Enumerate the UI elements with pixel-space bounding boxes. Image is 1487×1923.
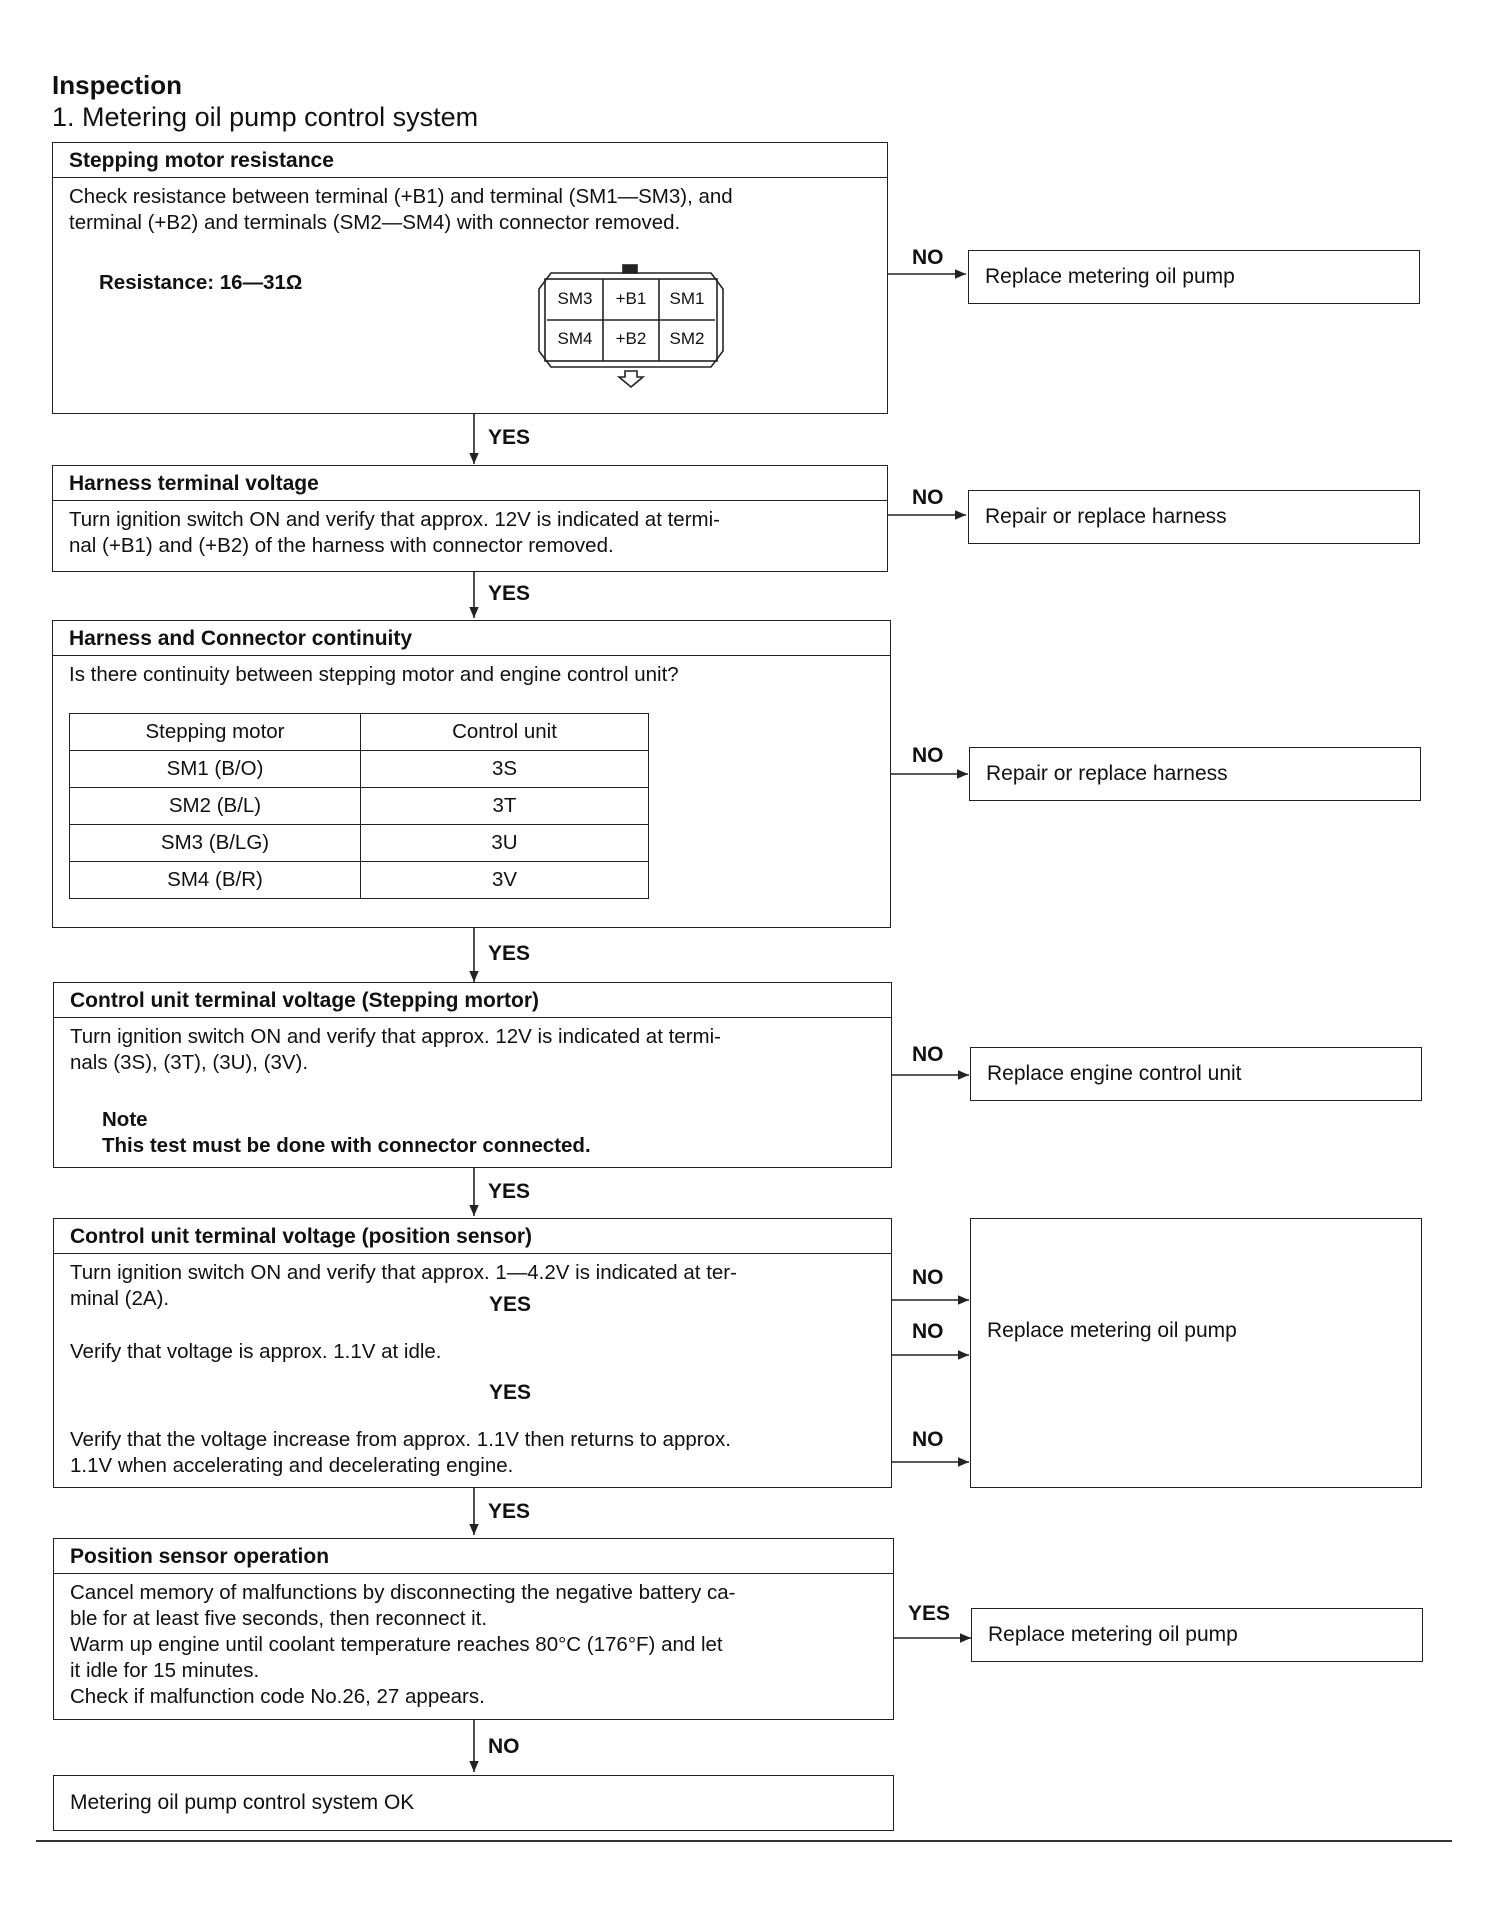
pin-sm4: SM4 <box>557 329 593 348</box>
step-title: Control unit terminal voltage (Stepping mortor) <box>54 983 891 1018</box>
step-text: ble for at least five seconds, then reconnect it. <box>70 1607 488 1630</box>
yes-label: YES <box>488 1180 531 1203</box>
subheading: 1. Metering oil pump control system <box>52 102 479 132</box>
step-control-unit-voltage-position-sensor <box>53 1218 892 1488</box>
bottom-divider <box>36 1840 1452 1842</box>
no-label: NO <box>912 246 944 269</box>
step-text: Is there continuity between stepping motor and engine control unit? <box>69 663 679 686</box>
pin-b2: +B2 <box>615 329 647 348</box>
no-label: NO <box>912 1043 944 1066</box>
heading: Inspection <box>52 70 183 100</box>
connector-diagram <box>531 261 731 391</box>
step-text: Warm up engine until coolant temperature reaches 80°C (176°F) and let <box>70 1633 723 1656</box>
step-text: Check if malfunction code No.26, 27 appears. <box>70 1685 485 1708</box>
table-cell: SM3 (B/LG) <box>70 825 361 862</box>
step-text: Verify that voltage is approx. 1.1V at idle. <box>70 1340 442 1363</box>
step-text: Check resistance between terminal (+B1) and terminal (SM1—SM3), and <box>69 185 733 208</box>
final-system-ok: Metering oil pump control system OK <box>53 1775 894 1831</box>
table-cell: 3V <box>361 862 649 899</box>
step-text: terminal (+B2) and terminals (SM2—SM4) with connector removed. <box>69 211 681 234</box>
note-text: This test must be done with connector connected. <box>102 1134 591 1157</box>
result-replace-metering-oil-pump: Replace metering oil pump <box>970 1218 1422 1488</box>
step-text: Verify that the voltage increase from approx. 1.1V then returns to approx. <box>70 1428 731 1451</box>
table-cell: 3T <box>361 788 649 825</box>
no-label: NO <box>912 1320 944 1343</box>
step-title: Control unit terminal voltage (position sensor) <box>54 1219 891 1254</box>
table-row <box>70 862 649 899</box>
table-cell: 3U <box>361 825 649 862</box>
note-title: Note <box>102 1108 148 1131</box>
step-text: 1.1V when accelerating and decelerating engine. <box>70 1454 514 1477</box>
yes-label: YES <box>489 1381 532 1404</box>
yes-label: YES <box>488 582 531 605</box>
pin-b1: +B1 <box>615 289 647 308</box>
step-text: Turn ignition switch ON and verify that approx. 12V is indicated at termi- <box>70 1025 721 1048</box>
pin-sm3: SM3 <box>557 289 593 308</box>
table-cell: SM4 (B/R) <box>70 862 361 899</box>
no-label: NO <box>912 1266 944 1289</box>
yes-label: YES <box>489 1293 532 1316</box>
no-label: NO <box>488 1735 520 1758</box>
table-row <box>70 825 649 862</box>
step-harness-terminal-voltage <box>52 465 888 572</box>
step-text: minal (2A). <box>70 1287 170 1310</box>
step-text: Turn ignition switch ON and verify that approx. 1—4.2V is indicated at ter- <box>70 1261 737 1284</box>
table-cell: SM1 (B/O) <box>70 751 361 788</box>
continuity-table <box>69 713 649 899</box>
step-title: Harness terminal voltage <box>53 466 887 501</box>
result-repair-replace-harness: Repair or replace harness <box>969 747 1421 801</box>
table-row <box>70 788 649 825</box>
result-replace-metering-oil-pump: Replace metering oil pump <box>971 1608 1423 1662</box>
step-title: Harness and Connector continuity <box>53 621 890 656</box>
pin-sm2: SM2 <box>669 329 705 348</box>
no-label: NO <box>912 744 944 767</box>
table-header: Stepping motor <box>70 714 361 751</box>
no-label: NO <box>912 1428 944 1451</box>
table-row <box>70 751 649 788</box>
step-text: Turn ignition switch ON and verify that approx. 12V is indicated at termi- <box>69 508 720 531</box>
step-title: Stepping motor resistance <box>53 143 887 178</box>
step-title: Position sensor operation <box>54 1539 893 1574</box>
yes-label: YES <box>488 942 531 965</box>
pin-sm1: SM1 <box>669 289 705 308</box>
yes-label: YES <box>908 1602 951 1625</box>
result-replace-engine-control-unit: Replace engine control unit <box>970 1047 1422 1101</box>
step-harness-connector-continuity <box>52 620 891 928</box>
step-text: it idle for 15 minutes. <box>70 1659 260 1682</box>
table-cell: 3S <box>361 751 649 788</box>
result-replace-metering-oil-pump: Replace metering oil pump <box>968 250 1420 304</box>
table-header-row <box>70 714 649 751</box>
step-control-unit-voltage-stepping-motor <box>53 982 892 1168</box>
connector-outline <box>531 261 731 391</box>
resistance-spec: Resistance: 16—31Ω <box>99 271 303 294</box>
step-text: nals (3S), (3T), (3U), (3V). <box>70 1051 309 1074</box>
result-repair-replace-harness: Repair or replace harness <box>968 490 1420 544</box>
yes-label: YES <box>488 1500 531 1523</box>
step-position-sensor-operation <box>53 1538 894 1720</box>
step-text: nal (+B1) and (+B2) of the harness with connector removed. <box>69 534 614 557</box>
no-label: NO <box>912 486 944 509</box>
table-header: Control unit <box>361 714 649 751</box>
step-stepping-motor-resistance <box>52 142 888 414</box>
table-cell: SM2 (B/L) <box>70 788 361 825</box>
step-text: Cancel memory of malfunctions by disconnecting the negative battery ca- <box>70 1581 736 1604</box>
yes-label: YES <box>488 426 531 449</box>
